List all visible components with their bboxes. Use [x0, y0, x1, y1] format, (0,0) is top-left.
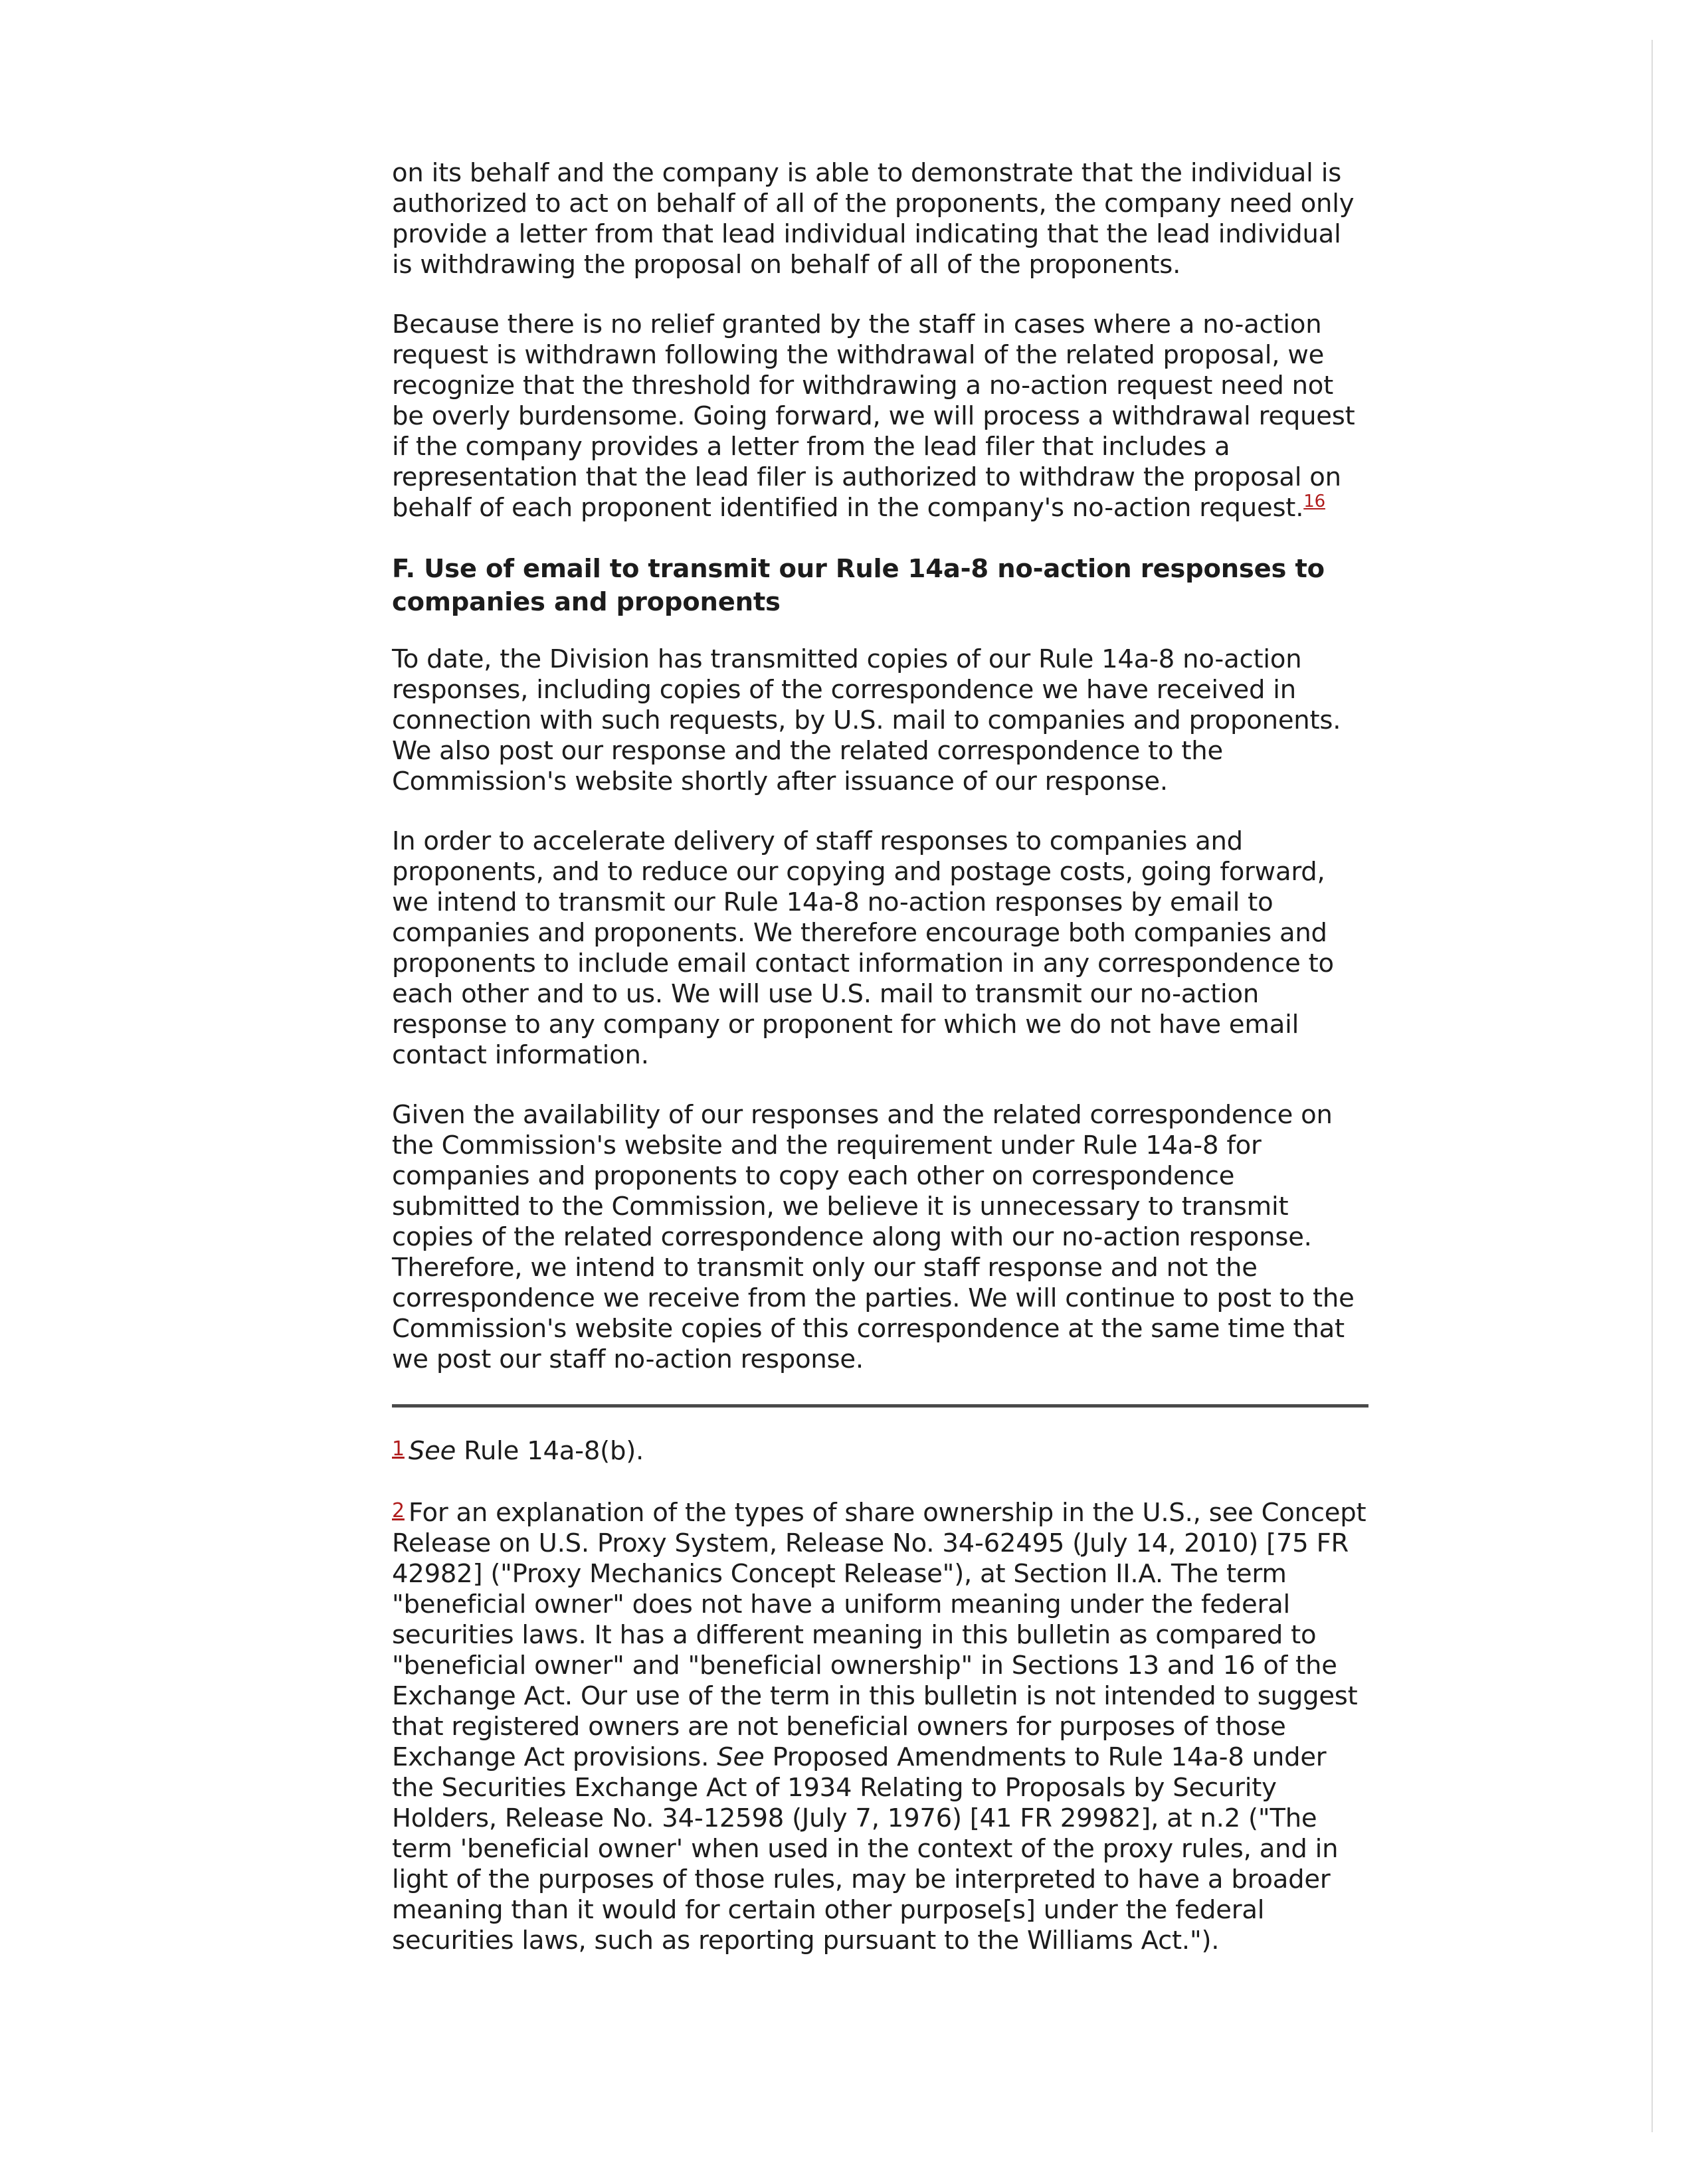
footnote-1-see: See — [408, 1436, 456, 1466]
paragraph-withdrawal-lead-individual — [392, 158, 1368, 280]
paragraph-withdrawal-threshold — [392, 310, 1368, 523]
paragraph-text: Given the availability of our responses and the related correspondence on the Commission's website and the requirement under Rule 14a-8 for companies and proponents to copy each other on correspondence submitted to the Commission, we believe it is unnecessary to transmit copies of the related correspondence along with our no-action response. Therefore, we intend to transmit only our staff response and not the correspondence we receive from the parties. We will continue to post to the Commission's website copies of this correspondence at the same time that we post our staff no-action response. — [392, 1100, 1355, 1374]
paragraph-text: Because there is no relief granted by the staff in cases where a no-action request is withdrawn following the withdrawal of the related proposal, we recognize that the threshold for withdrawing a no-action request need not be overly burdensome. Going forward, we will process a withdrawal request if the company provides a letter from the lead filer that includes a representation that the lead filer is authorized to withdraw the proposal on behalf of each proponent identified in the company's no-action request. — [392, 310, 1355, 523]
paragraph-to-date — [392, 644, 1368, 797]
page-edge-line — [1651, 40, 1653, 2132]
footnote-1-text: Rule 14a-8(b). — [456, 1436, 644, 1466]
paragraph-availability — [392, 1100, 1368, 1375]
paragraph-accelerate-delivery — [392, 826, 1368, 1071]
footnote-link-16[interactable]: 16 — [1303, 492, 1325, 512]
paragraph-text: To date, the Division has transmitted copies of our Rule 14a-8 no-action responses, including copies of the correspondence we have received in connection with such requests, by U.S. mail to companies and proponents. We also post our response and the related correspondence to the Commission's website shortly after issuance of our response. — [392, 644, 1341, 796]
section-heading-f: F. Use of email to transmit our Rule 14a-8 no-action responses to companies and proponents — [392, 554, 1325, 617]
footnote-2-text-a: For an explanation of the types of share ownership in the U.S., see Concept Release on U.S. Proxy System, Release No. 34-62495 (July 14, 2010) [75 FR 42982] ("Proxy Mechanics Concept Release"), at Section II.A. The term "beneficial owner" does not have a uniform meaning under the federal securities laws. It has a different meaning in this bulletin as compared to "beneficial owner" and "beneficial ownership" in Sections 13 and 16 of the Exchange Act. Our use of the term in this bulletin is not intended to suggest that registered owners are not beneficial owners for purposes of those Exchange Act provisions. — [392, 1498, 1366, 1772]
footnote-2-text-b: Proposed Amendments to Rule 14a-8 under the Securities Exchange Act of 1934 Relating to Proposals by Security Holders, Release No. 34-12598 (July 7, 1976) [41 FR 29982], at n.2 ("The term 'beneficial owner' when used in the context of the proxy rules, and in light of the purposes of those rules, may be interpreted to have a broader meaning than it would for certain other purpose[s] under the federal securities laws, such as reporting pursuant to the Williams Act."). — [392, 1742, 1339, 1956]
footnote-1-backlink[interactable]: 1 — [392, 1437, 405, 1461]
footnote-2-see: See — [717, 1742, 765, 1772]
footnote-2-backlink[interactable]: 2 — [392, 1499, 405, 1522]
paragraph-text: In order to accelerate delivery of staff responses to companies and proponents, and to reduce our copying and postage costs, going forward, we intend to transmit our Rule 14a-8 no-action responses by email to companies and proponents. We therefore encourage both companies and proponents to include email contact information in any correspondence to each other and to us. We will use U.S. mail to transmit our no-action response to any company or proponent for which we do not have email contact information. — [392, 826, 1334, 1070]
footnote-2 — [392, 1496, 1368, 1956]
footnote-1 — [392, 1434, 1368, 1467]
paragraph-text: on its behalf and the company is able to demonstrate that the individual is authorized to act on behalf of all of the proponents, the company need only provide a letter from that lead individual indicating that the lead individual is withdrawing the proposal on behalf of all of the proponents. — [392, 158, 1355, 280]
document-body — [392, 158, 1368, 1985]
footnote-divider — [392, 1404, 1368, 1408]
